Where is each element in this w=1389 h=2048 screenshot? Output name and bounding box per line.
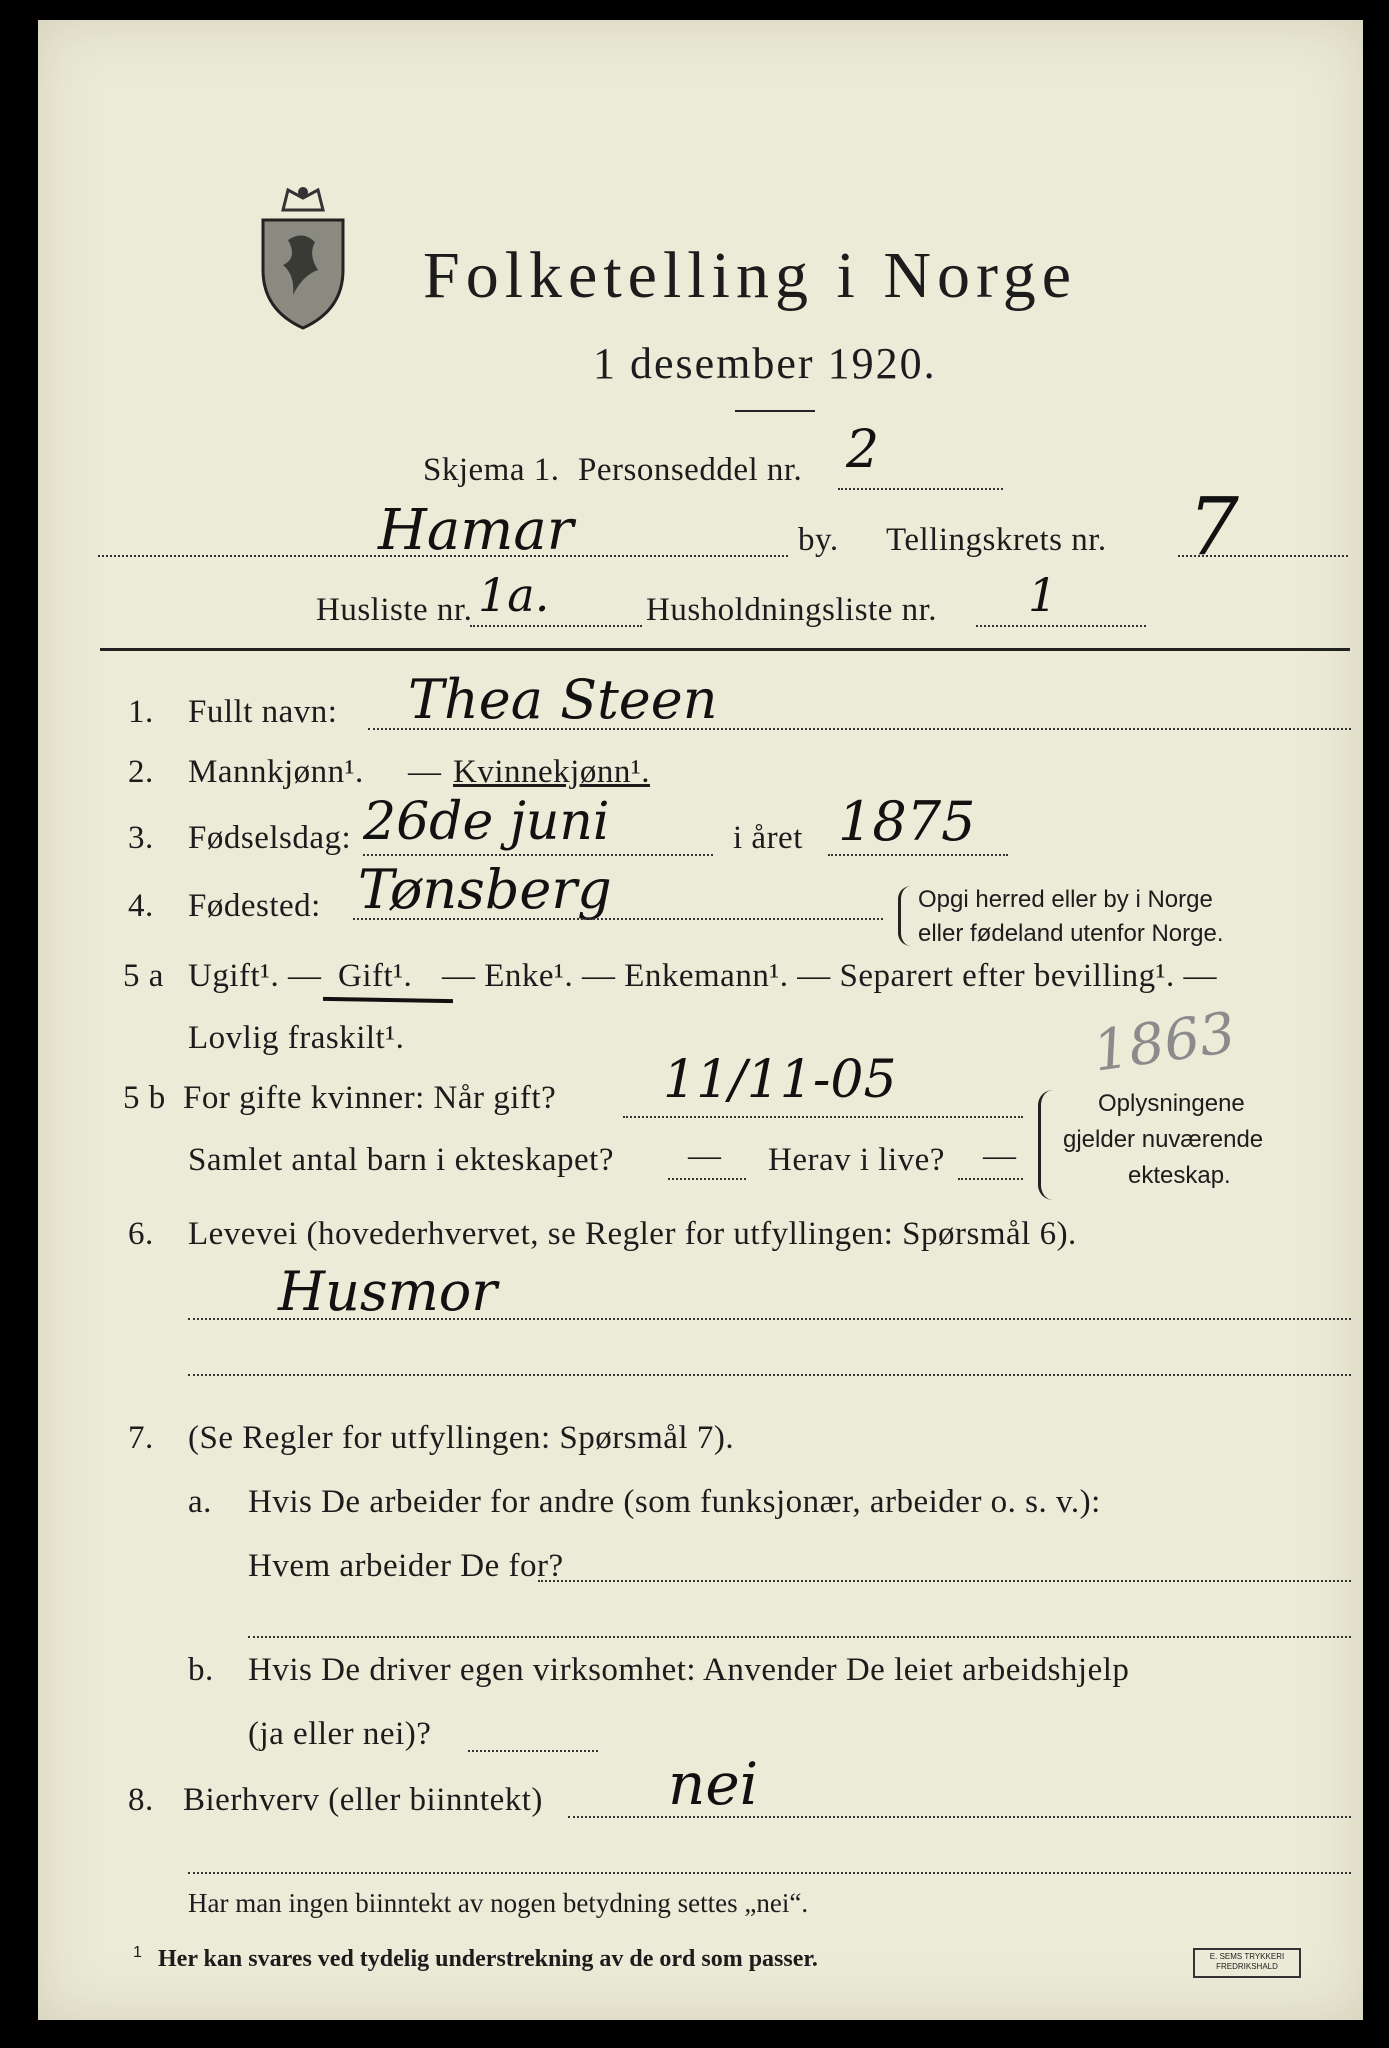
employer-field[interactable]	[538, 1580, 1351, 1582]
q7b-letter: b.	[188, 1652, 214, 1688]
gender-female-option[interactable]: Kvinnekjønn¹.	[453, 754, 650, 790]
marital-other-options[interactable]: — Enke¹. — Enkemann¹. — Separert efter bevilling¹. —	[442, 958, 1218, 994]
full-name-value[interactable]: Thea Steen	[408, 668, 718, 731]
q3-number: 3.	[128, 820, 154, 856]
q5b-alive-line	[958, 1178, 1023, 1180]
q2-dash: —	[408, 754, 442, 790]
title-divider	[735, 410, 815, 412]
census-date: 1 desember 1920.	[593, 339, 937, 388]
q7-label: (Se Regler for utfyllingen: Spørsmål 7).	[188, 1420, 735, 1456]
q6-line1	[188, 1318, 1351, 1320]
q4-note-line1: Opgi herred eller by i Norge	[918, 886, 1213, 913]
q6-line2	[188, 1374, 1351, 1376]
q8-line2	[188, 1872, 1351, 1874]
personseddel-value[interactable]: 2	[846, 420, 880, 480]
header-divider	[100, 648, 1350, 651]
q5b-number: 5 b	[123, 1080, 166, 1116]
q7a-label: Hvis De arbeider for andre (som funksjonær, arbeider o. s. v.):	[248, 1484, 1101, 1520]
q3-year-label: i året	[733, 820, 803, 856]
tellingskrets-line	[1178, 555, 1348, 557]
q7a-line2	[248, 1636, 1351, 1638]
q5b-line	[623, 1116, 1023, 1118]
marital-unmarried-option[interactable]: Ugift¹. —	[188, 958, 322, 994]
q8-note: Har man ingen biinntekt av nogen betydning settes „nei“.	[188, 1888, 809, 1918]
husliste-value[interactable]: 1a.	[478, 568, 550, 622]
husholdningsliste-value[interactable]: 1	[1028, 568, 1058, 622]
q5b-note-line2: gjelder nuværende	[1063, 1126, 1264, 1153]
q4-line	[353, 918, 883, 920]
q4-number: 4.	[128, 888, 154, 924]
q8-line	[568, 1816, 1351, 1818]
birthday-value[interactable]: 26de juni	[363, 792, 610, 852]
form-title: Folketelling i Norge	[423, 239, 1078, 312]
q5b-children-line	[668, 1178, 746, 1180]
coat-of-arms-icon	[253, 180, 353, 330]
q8-number: 8.	[128, 1782, 154, 1818]
q5b-brace	[1038, 1090, 1053, 1200]
side-income-value[interactable]: nei	[668, 1750, 759, 1818]
q5b-alive-label: Herav i live?	[768, 1142, 945, 1178]
q3-label: Fødselsdag:	[188, 820, 352, 856]
gender-male-option[interactable]: Mannkjønn¹.	[188, 754, 364, 790]
q5b-label: For gifte kvinner: Når gift?	[183, 1080, 557, 1116]
marital-divorced-option[interactable]: Lovlig fraskilt¹.	[188, 1020, 405, 1056]
q5a-number: 5 a	[123, 958, 164, 994]
children-alive-value[interactable]: —	[983, 1138, 1017, 1174]
margin-note-year: 1863	[1089, 1000, 1240, 1085]
skjema-label: Skjema 1.	[423, 452, 560, 488]
census-form-page	[38, 20, 1363, 2020]
printer-stamp: E. SEMS TRYKKERI FREDRIKSHALD	[1193, 1948, 1301, 1978]
marital-married-option[interactable]: Gift¹.	[338, 958, 413, 994]
married-underline	[323, 997, 453, 1003]
q4-note-line2: eller fødeland utenfor Norge.	[918, 920, 1224, 947]
q6-number: 6.	[128, 1216, 154, 1252]
q3-line	[363, 854, 713, 856]
q7b-label2: (ja eller nei)?	[248, 1716, 432, 1752]
q6-label: Levevei (hovederhvervet, se Regler for utfyllingen: Spørsmål 6).	[188, 1216, 1077, 1252]
footnote-text: Her kan svares ved tydelig understrekning av de ord som passer.	[158, 1946, 818, 1972]
q8-label: Bierhverv (eller biinntekt)	[183, 1782, 543, 1818]
husholdningsliste-line	[976, 625, 1146, 627]
q4-label: Fødested:	[188, 888, 321, 924]
tellingskrets-value[interactable]: 7	[1188, 480, 1239, 573]
by-label: by.	[798, 522, 839, 558]
birth-year-value[interactable]: 1875	[838, 790, 976, 853]
children-count-value[interactable]: —	[688, 1138, 722, 1174]
hired-help-field[interactable]	[468, 1750, 598, 1752]
city-line	[98, 555, 788, 557]
husliste-label: Husliste nr.	[316, 592, 473, 628]
personseddel-line	[838, 488, 1003, 490]
husholdningsliste-label: Husholdningsliste nr.	[646, 592, 938, 628]
q1-line	[368, 728, 1351, 730]
birthplace-value[interactable]: Tønsberg	[358, 858, 612, 921]
q5b-note-line1: Oplysningene	[1098, 1090, 1245, 1117]
marriage-date-value[interactable]: 11/11-05	[663, 1050, 897, 1110]
husliste-line	[470, 625, 642, 627]
personseddel-label: Personseddel nr.	[578, 452, 803, 488]
q2-number: 2.	[128, 754, 154, 790]
q7a-label2: Hvem arbeider De for?	[248, 1548, 564, 1584]
q3-year-line	[828, 854, 1008, 856]
q7-number: 7.	[128, 1420, 154, 1456]
tellingskrets-label: Tellingskrets nr.	[886, 522, 1107, 558]
q5b-children-label: Samlet antal barn i ekteskapet?	[188, 1142, 615, 1178]
occupation-value[interactable]: Husmor	[278, 1260, 498, 1323]
city-value[interactable]: Hamar	[378, 498, 574, 563]
q4-brace	[898, 886, 911, 946]
q7b-label: Hvis De driver egen virksomhet: Anvender De leiet arbeidshjelp	[248, 1652, 1130, 1688]
q1-number: 1.	[128, 694, 154, 730]
q5b-note-line3: ekteskap.	[1128, 1162, 1231, 1189]
q1-label: Fullt navn:	[188, 694, 338, 730]
q7a-letter: a.	[188, 1484, 212, 1520]
footnote-mark: 1	[133, 1944, 142, 1961]
